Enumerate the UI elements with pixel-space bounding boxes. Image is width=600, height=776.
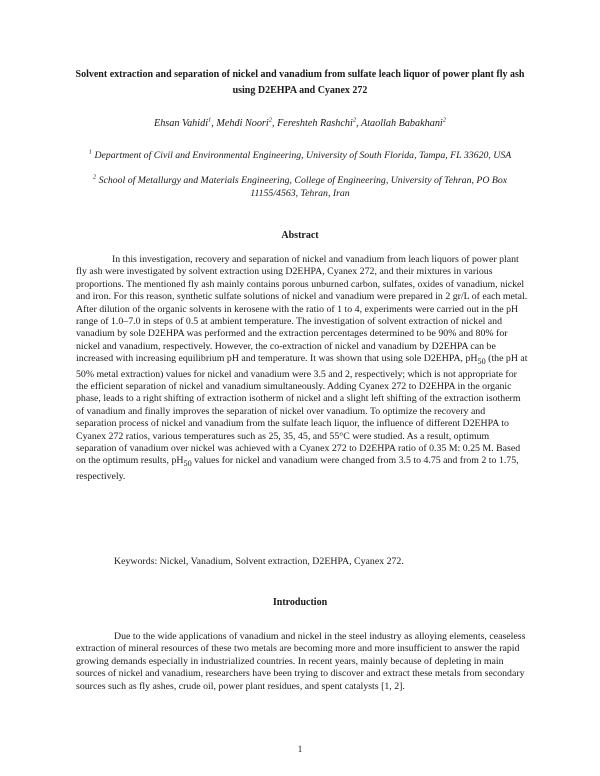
- affiliation-mark: 2: [92, 173, 97, 181]
- author-affiliation-mark: 2: [352, 116, 357, 124]
- ph-label: pH: [465, 353, 478, 365]
- abstract-text-part: In this investigation, recovery and separation of nickel and vanadium from leach liquors of power plant fly ash were investigated by solvent extraction using D2EHPA, Cyanex 272, and their mixtures in various proportions. The mentioned fly ash mainly contains porous unburned carbon, sulfates, oxides of vanadium, nickel and iron. For this reason, synthetic sulfate solutions of nickel and vanadium were prepared in 2 gr/L of each metal. After dilution of the organic solvents in kerosene with the ratio of 1 to 4, experiments were carried out in the pH range of 1.0–7.0 in steps of 0.5 at ambient temperature. The investigation of solvent extraction of nickel and vanadium by sole D2EHPA was performed and the extraction percentages determined to be 90% and 80% for nickel and vanadium, respectively. However, the co-extraction of nickel and vanadium by D2EHPA can be increased with increasing equilibrium pH and temperature. It was shown that using sole D2EHPA,: [76, 254, 528, 365]
- author-name: Ataollah Babakhani: [360, 118, 443, 129]
- author-name: Mehdi Noori: [216, 118, 269, 129]
- ph-label: pH: [171, 455, 184, 467]
- abstract-heading: Abstract: [281, 230, 319, 241]
- affiliation: [72, 150, 528, 163]
- author-list: Ehsan Vahidi$^1$, Mehdi Noori$^2$, Fereshteh Rashchi$^2$, Ataollah Babakhani$^2$: [153, 116, 447, 129]
- author-affiliation-mark: 2: [268, 116, 272, 124]
- author-affiliation-mark: 2: [442, 116, 447, 124]
- paper-title: Solvent extraction and separation of nickel and vanadium from sulfate leach liquor of power plant fly ash using D2EHPA and Cyanex 272: [75, 69, 525, 96]
- author-affiliation-mark: 1: [208, 116, 212, 124]
- affiliation-text: School of Metallurgy and Materials Engineering, College of Engineering, University of Tehran, PO Box 11155/4563, Tehran, Iran: [98, 175, 508, 199]
- keywords: Keywords: Nickel, Vanadium, Solvent extraction, D2EHPA, Cyanex 272.: [114, 556, 404, 567]
- author-name: Fereshteh Rashchi: [277, 118, 353, 129]
- abstract-text: [76, 254, 528, 483]
- abstract-text-part: values for nickel and vanadium were changed from 3.5 to 4.75 and from 2 to 1.75, respectively.: [76, 455, 519, 482]
- introduction-heading: Introduction: [272, 597, 328, 608]
- author-name: Ehsan Vahidi: [153, 118, 209, 129]
- introduction-text: Due to the wide applications of vanadium and nickel in the steel industry as alloying elements, ceaseless extraction of mineral resources of these two metals are becoming more and more insufficient to answer the rapid growing demands especially in industrialized countries. In recent years, mainly because of depleting in main sources of nickel and vanadium, researchers have been trying to discover and extract these metals from secondary sources such as fly ashes, crude oil, power plant residues, and spent catalysts [1, 2].: [76, 631, 526, 692]
- affiliation-text: Department of Civil and Environmental Engineering, University of South Florida, Tampa, FL 33620, USA: [94, 150, 512, 161]
- page-number: 1: [297, 744, 303, 754]
- affiliation: [72, 175, 528, 200]
- abstract-text-part: (the pH at 50% metal extraction) values for nickel and vanadium were 3.5 and 2, respectively; which is not appropriate for the efficient separation of nickel and vanadium simultaneously. Adding Cyanex 272 to D2EHPA in the organic phase, leads to a right shifting of extraction isotherm of nickel and a slight left shifting of the extraction isotherm of vanadium and finally improves the separation of nickel over vanadium. To optimize the recovery and separation process of nickel and vanadium from the sulfate leach liquor, the influence of different D2EHPA to Cyanex 272 ratios, various temperatures such as 25, 35, 45, and 55°C were studied. As a result, optimum separation of vanadium over nickel was achieved with a Cyanex 272 to D2EHPA ratio of 0.35 M: 0.25 M. Based on the optimum results,: [76, 353, 528, 467]
- ph-subscript: 50: [183, 459, 192, 469]
- ph-subscript: 50: [477, 357, 486, 367]
- affiliation-mark: 1: [88, 148, 92, 156]
